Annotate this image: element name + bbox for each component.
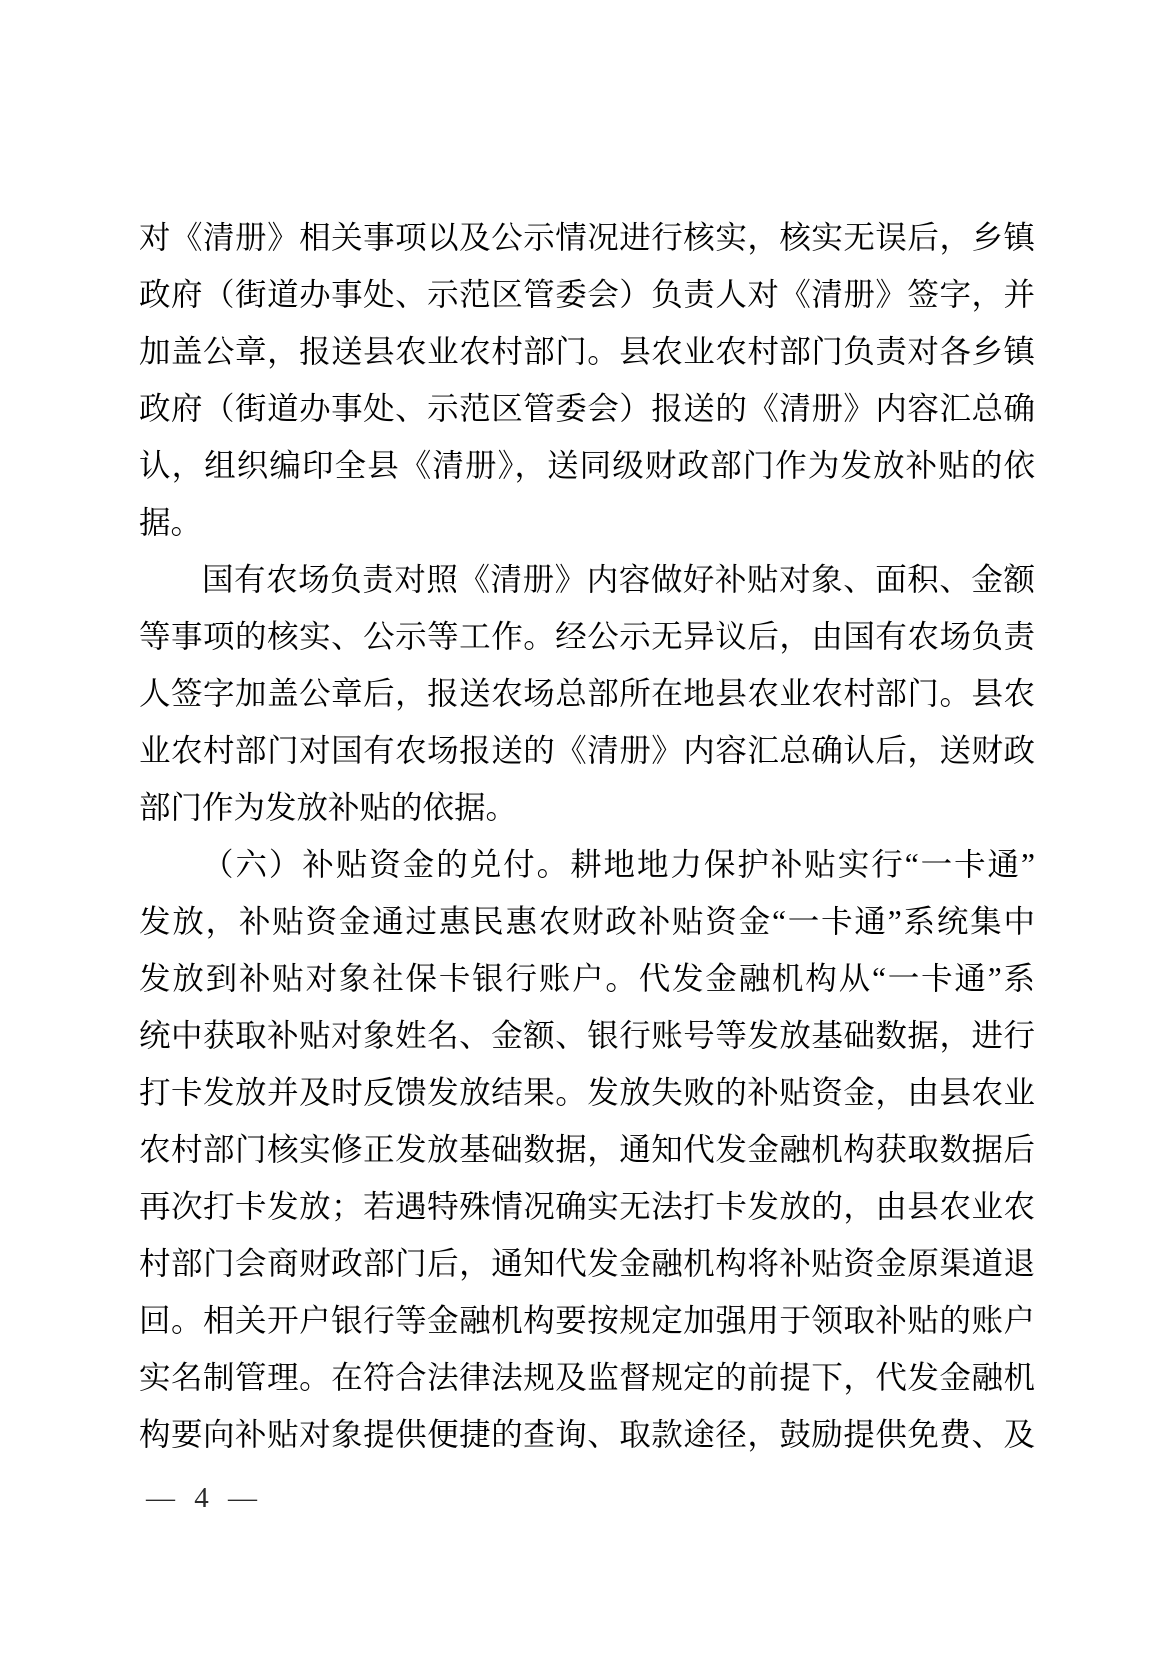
text-line: 农村部门核实修正发放基础数据，通知代发金融机构获取数据后 xyxy=(139,1132,1035,1167)
text-line: 发放，补贴资金通过惠民惠农财政补贴资金“一卡通”系统集中 xyxy=(139,904,1035,939)
text-line: 对《清册》相关事项以及公示情况进行核实，核实无误后，乡镇 xyxy=(139,220,1035,255)
text-line: 认，组织编印全县《清册》，送同级财政部门作为发放补贴的依 xyxy=(139,448,1035,483)
text-line: 实名制管理。在符合法律法规及监督规定的前提下，代发金融机 xyxy=(139,1360,1035,1395)
text-line: 政府（街道办事处、示范区管委会）负责人对《清册》签字，并 xyxy=(139,277,1035,312)
text-line: 政府（街道办事处、示范区管委会）报送的《清册》内容汇总确 xyxy=(139,391,1035,426)
text-line-paragraph-start: （六）补贴资金的兑付。耕地地力保护补贴实行“一卡通” xyxy=(202,847,1035,882)
text-line: 加盖公章，报送县农业农村部门。县农业农村部门负责对各乡镇 xyxy=(139,334,1035,369)
text-line: 人签字加盖公章后，报送农场总部所在地县农业农村部门。县农 xyxy=(139,676,1035,711)
text-line-paragraph-start: 国有农场负责对照《清册》内容做好补贴对象、面积、金额 xyxy=(202,562,1035,597)
text-line: 再次打卡发放；若遇特殊情况确实无法打卡发放的，由县农业农 xyxy=(139,1189,1035,1224)
text-line-paragraph-end: 据。 xyxy=(139,505,203,540)
text-line: 打卡发放并及时反馈发放结果。发放失败的补贴资金，由县农业 xyxy=(139,1075,1035,1110)
text-line: 构要向补贴对象提供便捷的查询、取款途径，鼓励提供免费、及 xyxy=(139,1417,1035,1452)
text-line: 回。相关开户银行等金融机构要按规定加强用于领取补贴的账户 xyxy=(139,1303,1035,1338)
text-line: 发放到补贴对象社保卡银行账户。代发金融机构从“一卡通”系 xyxy=(139,961,1035,996)
text-line: 统中获取补贴对象姓名、金额、银行账号等发放基础数据，进行 xyxy=(139,1018,1035,1053)
text-line: 业农村部门对国有农场报送的《清册》内容汇总确认后，送财政 xyxy=(139,733,1035,768)
text-line-paragraph-end: 部门作为发放补贴的依据。 xyxy=(139,790,518,825)
text-line: 等事项的核实、公示等工作。经公示无异议后，由国有农场负责 xyxy=(139,619,1035,654)
text-line: 村部门会商财政部门后，通知代发金融机构将补贴资金原渠道退 xyxy=(139,1246,1035,1281)
document-text-block xyxy=(139,209,1035,1463)
page-number: — 4 — xyxy=(146,1482,258,1514)
